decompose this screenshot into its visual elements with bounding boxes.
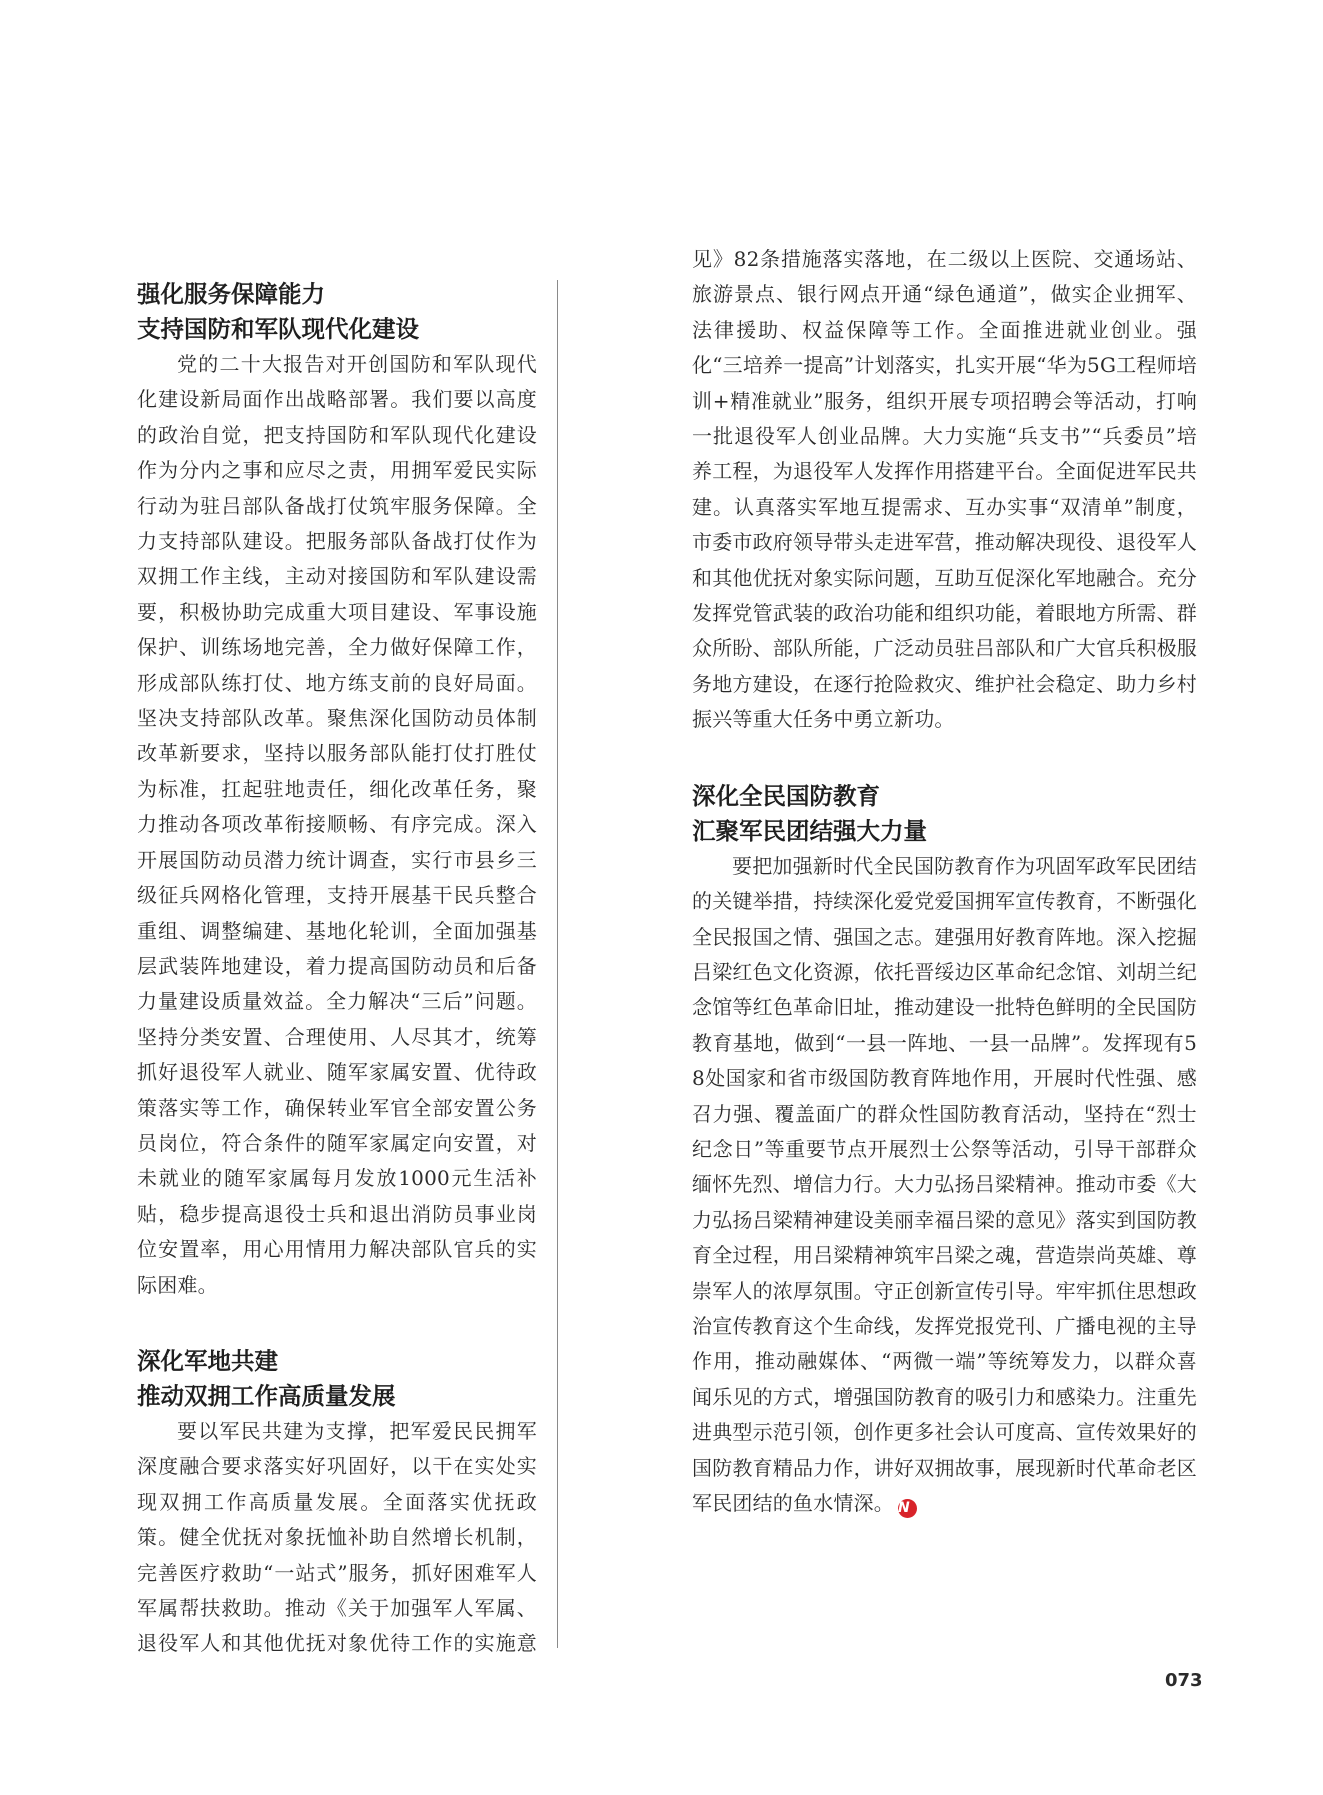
section-heading-service-support [137, 277, 537, 347]
end-mark-icon: N [898, 1499, 917, 1518]
paragraph-text: 要把加强新时代全民国防教育作为巩固军政军民团结的关键举措，持续深化爱党爱国拥军宣传教育，不断强化全民报国之情、强国之志。建强用好教育阵地。深入挖掘吕梁红色文化资源，依托晋绥边区革命纪念馆、刘胡兰纪念馆等红色革命旧址，推动建设一批特色鲜明的全民国防教育基地，做到“一县一阵地、一县一品牌”。发挥现有58处国家和省市级国防教育阵地作用，开展时代性强、感召力强、覆盖面广的群众性国防教育活动，坚持在“烈士纪念日”等重要节点开展烈士公祭等活动，引导干部群众缅怀先烈、增信力行。大力弘扬吕梁精神。推动市委《大力弘扬吕梁精神建设美丽幸福吕梁的意见》落实到国防教育全过程，用吕梁精神筑牢吕梁之魂，营造崇尚英雄、尊崇军人的浓厚氛围。守正创新宣传引导。牢牢抓住思想政治宣传教育这个生命线，发挥党报党刊、广播电视的主导作用，推动融媒体、“两微一端”等统筹发力，以群众喜闻乐见的方式，增强国防教育的吸引力和感染力。注重先进典型示范引领，创作更多社会认可度高、宣传效果好的国防教育精品力作，讲好双拥故事，展现新时代革命老区军民团结的鱼水情深。 [692, 853, 1197, 1515]
heading-line: 汇聚军民团结强大力量 [692, 816, 927, 845]
section-heading-joint-construction [137, 1344, 537, 1414]
paragraph-defense-education [692, 849, 1197, 1522]
column-divider [557, 280, 558, 1648]
left-column [137, 277, 537, 1662]
paragraph-service-support: 党的二十大报告对开创国防和军队现代化建设新局面作出战略部署。我们要以高度的政治自觉，把支持国防和军队现代化建设作为分内之事和应尽之责，用拥军爱民实际行动为驻吕部队备战打仗筑牢服务保障。全力支持部队建设。把服务部队备战打仗作为双拥工作主线，主动对接国防和军队建设需要，积极协助完成重大项目建设、军事设施保护、训练场地完善，全力做好保障工作，形成部队练打仗、地方练支前的良好局面。坚决支持部队改革。聚焦深化国防动员体制改革新要求，坚持以服务部队能打仗打胜仗为标准，扛起驻地责任，细化改革任务，聚力推动各项改革衔接顺畅、有序完成。深入开展国防动员潜力统计调查，实行市县乡三级征兵网格化管理，支持开展基干民兵整合重组、调整编建、基地化轮训，全面加强基层武装阵地建设，着力提高国防动员和后备力量建设质量效益。全力解决“三后”问题。坚持分类安置、合理使用、人尽其才，统筹抓好退役军人就业、随军家属安置、优待政策落实等工作，确保转业军官全部安置公务员岗位，符合条件的随军家属定向安置，对未就业的随军家属每月发放1000元生活补贴，稳步提高退役士兵和退出消防员事业岗位安置率，用心用情用力解决部队官兵的实际困难。 [137, 352, 537, 1297]
right-column [692, 242, 1197, 1521]
heading-line: 推动双拥工作高质量发展 [137, 1381, 396, 1410]
heading-line: 深化军地共建 [137, 1346, 278, 1375]
heading-line: 深化全民国防教育 [692, 781, 880, 810]
heading-line: 强化服务保障能力 [137, 280, 325, 308]
page-number: 073 [1165, 1670, 1203, 1691]
paragraph-joint-construction-part1: 要以军民共建为支撑，把军爱民民拥军深度融合要求落实好巩固好，以干在实处实现双拥工作高质量发展。全面落实优抚政策。健全优抚对象抚恤补助自然增长机制，完善医疗救助“一站式”服务，抓好困难军人军属帮扶救助。推动《关于加强军人军属、退役军人和其他优抚对象优待工作的实施意 [137, 1418, 537, 1656]
section-heading-defense-education [692, 779, 1197, 849]
paragraph-joint-construction-part2: 见》82条措施落实落地，在二级以上医院、交通场站、旅游景点、银行网点开通“绿色通道”，做实企业拥军、法律援助、权益保障等工作。全面推进就业创业。强化“三培养一提高”计划落实，扎实开展“华为5G工程师培训+精准就业”服务，组织开展专项招聘会等活动，打响一批退役军人创业品牌。大力实施“兵支书”“兵委员”培养工程，为退役军人发挥作用搭建平台。全面促进军民共建。认真落实军地互提需求、互办实事“双清单”制度，市委市政府领导带头走进军营，推动解决现役、退役军人和其他优抚对象实际问题，互助互促深化军地融合。充分发挥党管武装的政治功能和组织功能，着眼地方所需、群众所盼、部队所能，广泛动员驻吕部队和广大官兵积极服务地方建设，在逐行抢险救灾、维护社会稳定、助力乡村振兴等重大任务中勇立新功。 [692, 247, 1197, 732]
heading-line: 支持国防和军队现代化建设 [137, 315, 419, 343]
